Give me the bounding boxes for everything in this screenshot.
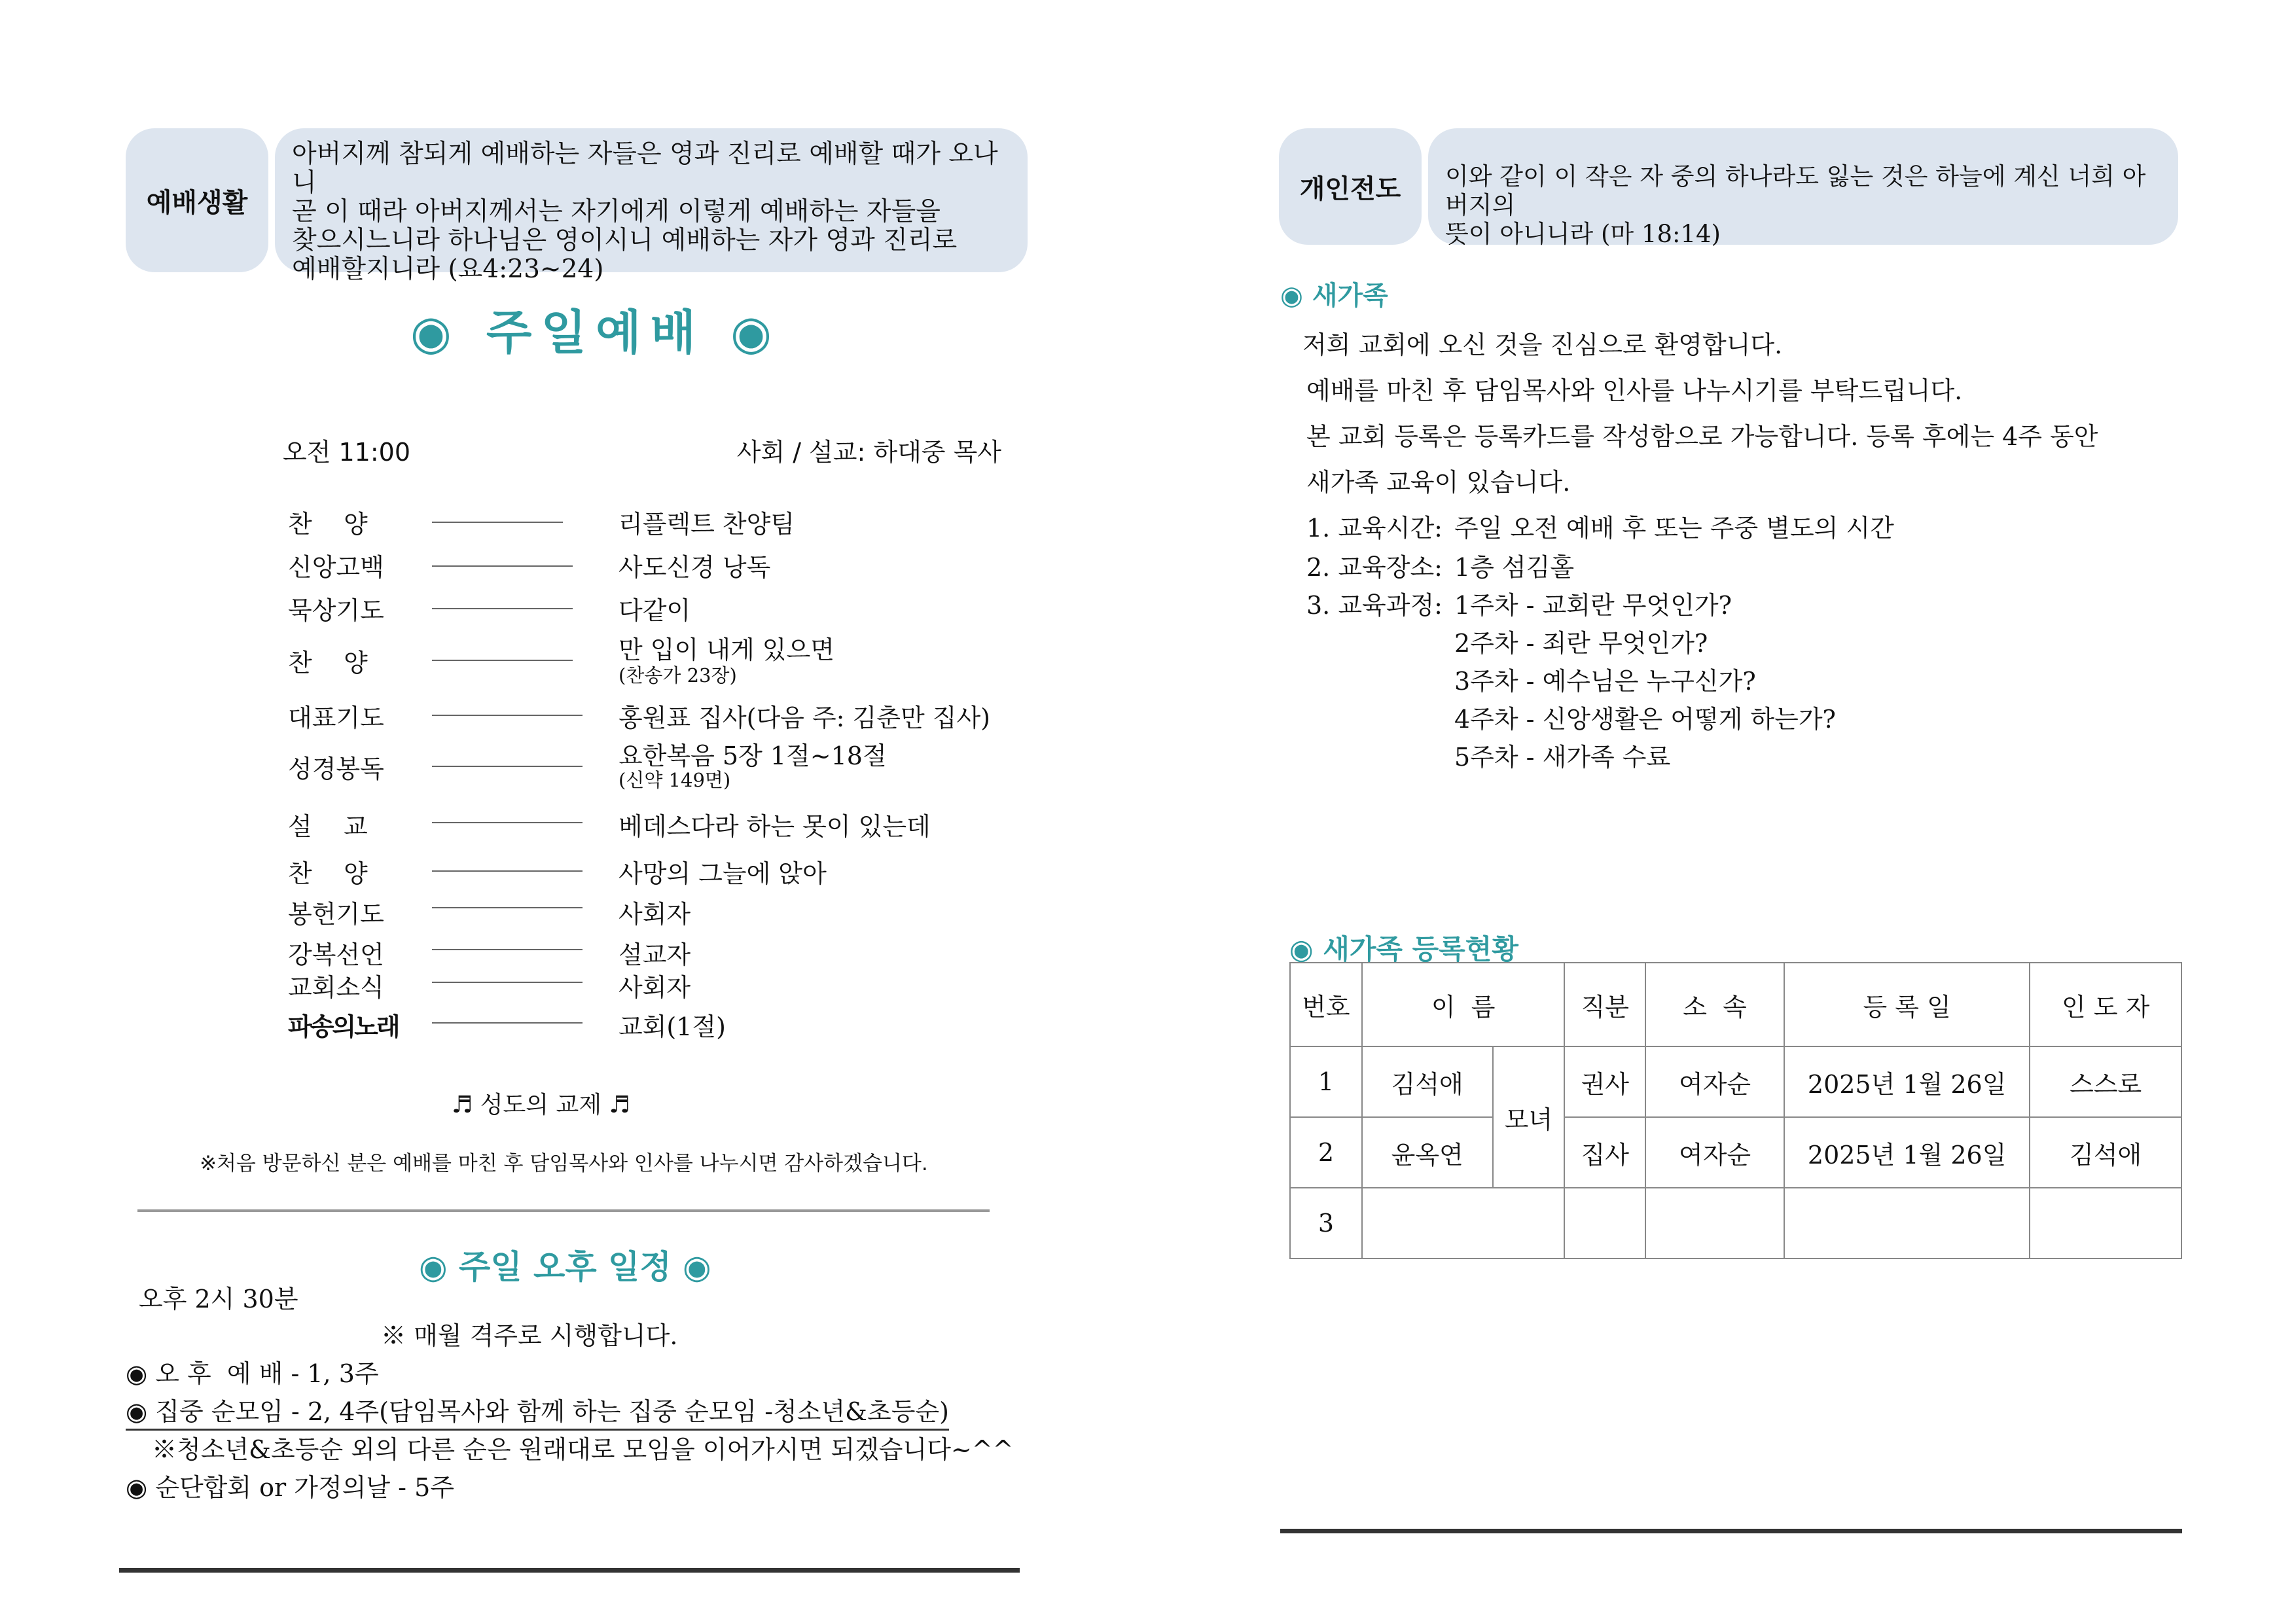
- cell-no: 1: [1290, 1046, 1362, 1117]
- education-label: 1. 교육시간:: [1306, 514, 1443, 543]
- sunday-worship-title: ◉ 주일예배 ◉: [410, 305, 781, 360]
- divider-line: [137, 1209, 990, 1212]
- order-value: 사회자: [619, 973, 691, 1002]
- cell-date: 2025년 1월 26일: [1784, 1117, 2030, 1188]
- afternoon-note: ※ 매월 격주로 시행합니다.: [381, 1321, 678, 1350]
- registration-table: [1289, 962, 2182, 1259]
- order-divider: [432, 1022, 583, 1024]
- order-value: 사망의 그늘에 앉아: [619, 859, 827, 888]
- order-divider: [432, 715, 583, 716]
- evangelism-verse: [1428, 128, 2178, 248]
- order-value: 사도신경 낭독: [619, 553, 771, 582]
- verse-line: 뜻이 아니니라 (마 18:14): [1445, 220, 1721, 248]
- table-row: [1290, 1046, 2181, 1117]
- cell-no: 2: [1290, 1117, 1362, 1188]
- order-value: 홍원표 집사(다음 주: 김춘만 집사): [619, 704, 990, 732]
- order-label: 교회소식: [288, 973, 384, 1002]
- education-value: 주일 오전 예배 후 또는 주중 별도의 시간: [1454, 514, 1894, 543]
- cell-guide: 김석애: [2030, 1117, 2181, 1188]
- order-value: 요한복음 5장 1절~18절: [619, 741, 887, 770]
- cell-no: 3: [1290, 1188, 1362, 1258]
- registration-title: ◉ 새가족 등록현황: [1289, 933, 1518, 965]
- order-divider: [432, 608, 573, 609]
- newfamily-title: ◉ 새가족: [1280, 281, 1388, 311]
- bottom-rule: [1280, 1529, 2182, 1533]
- order-label: 성경봉독: [288, 755, 384, 783]
- worship-life-tag: 예배생활: [126, 128, 268, 272]
- cell-title: 권사: [1564, 1046, 1645, 1117]
- fellowship-label: ♬ 성도의 교제 ♬: [452, 1092, 630, 1118]
- verse-line: 이와 같이 이 작은 자 중의 하나라도 잃는 것은 하늘에 계신 너희 아버지의: [1445, 162, 2146, 219]
- afternoon-item: ◉ 오 후 예 배 - 1, 3주: [126, 1359, 379, 1388]
- course-item: 3주차 - 예수님은 누구신가?: [1454, 667, 1756, 696]
- cell-group: 여자순: [1645, 1046, 1784, 1117]
- order-divider: [432, 982, 583, 983]
- course-item: 4주차 - 신앙생활은 어떻게 하는가?: [1454, 705, 1836, 734]
- course-item: 2주차 - 죄란 무엇인가?: [1454, 629, 1708, 658]
- table-row: [1290, 1188, 2181, 1258]
- order-value: 만 입이 내게 있으면: [619, 635, 834, 664]
- newfamily-paragraph: 저희 교회에 오신 것을 진심으로 환영합니다.: [1302, 330, 1783, 359]
- cell-title: [1564, 1188, 1645, 1258]
- course-item: 5주차 - 새가족 수료: [1454, 743, 1671, 772]
- order-divider: [432, 870, 583, 872]
- worship-leader: 사회 / 설교: 하대중 목사: [736, 438, 1001, 467]
- order-value: 교회(1절): [619, 1012, 726, 1041]
- education-value: 1층 섬김홀: [1454, 553, 1575, 582]
- header-cell: 등 록 일: [1784, 963, 2030, 1046]
- cell-group: 여자순: [1645, 1117, 1784, 1188]
- order-subtext: (찬송가 23장): [619, 664, 737, 687]
- order-label: 묵상기도: [288, 596, 384, 625]
- cell-name: 김석애: [1362, 1046, 1493, 1117]
- verse-line: 아버지께 참되게 예배하는 자들은 영과 진리로 예배할 때가 오나니: [292, 139, 998, 198]
- order-divider: [432, 522, 563, 523]
- order-label: 찬 양: [288, 510, 368, 539]
- order-divider: [432, 949, 583, 950]
- verse-line: 곧 이 때라 아버지께서는 자기에게 이렇게 예배하는 자들을: [292, 197, 941, 226]
- header-cell: 이 름: [1362, 963, 1565, 1046]
- cell-date: 2025년 1월 26일: [1784, 1046, 2030, 1117]
- cell-name: [1362, 1188, 1565, 1258]
- order-divider: [432, 766, 583, 767]
- header-cell: 인 도 자: [2030, 963, 2181, 1046]
- order-divider: [432, 822, 583, 823]
- order-divider: [432, 565, 573, 567]
- cell-group: [1645, 1188, 1784, 1258]
- order-value: 베데스다라 하는 못이 있는데: [619, 812, 931, 841]
- order-subtext: (신약 149면): [619, 769, 731, 791]
- cell-guide: [2030, 1188, 2181, 1258]
- afternoon-item: ◉ 집중 순모임 - 2, 4주(담임목사와 함께 하는 집중 순모임 -청소년&초등순): [126, 1391, 949, 1431]
- cell-name: 윤옥연: [1362, 1117, 1493, 1188]
- afternoon-title: ◉ 주일 오후 일정 ◉: [419, 1248, 711, 1286]
- order-divider: [432, 660, 573, 661]
- order-label: 대표기도: [288, 704, 384, 732]
- newfamily-paragraph: 새가족 교육이 있습니다.: [1306, 468, 1571, 497]
- table-header-row: [1290, 963, 2181, 1046]
- header-cell: 번호: [1290, 963, 1362, 1046]
- order-value: 리플렉트 찬양팀: [619, 510, 795, 539]
- worship-life-verse: [275, 128, 1028, 284]
- newfamily-paragraph: 본 교회 등록은 등록카드를 작성함으로 가능합니다. 등록 후에는 4주 동안: [1306, 422, 2098, 451]
- order-value: 다같이: [619, 596, 691, 625]
- education-label: 3. 교육과정:: [1306, 591, 1443, 620]
- cell-relation: 모녀: [1493, 1046, 1565, 1188]
- order-label: 신앙고백: [288, 553, 384, 582]
- afternoon-item: ※청소년&초등순 외의 다른 순은 원래대로 모임을 이어가시면 되겠습니다~^^: [152, 1435, 1014, 1464]
- verse-line: 찾으시느니라 하나님은 영이시니 예배하는 자가 영과 진리로: [292, 226, 958, 255]
- order-label: 찬 양: [288, 649, 368, 677]
- newfamily-paragraph: 예배를 마친 후 담임목사와 인사를 나누시기를 부탁드립니다.: [1306, 376, 1963, 405]
- afternoon-item: ◉ 순단합회 or 가정의날 - 5주: [126, 1473, 454, 1502]
- header-cell: 직분: [1564, 963, 1645, 1046]
- order-label: 파송의노래: [288, 1012, 399, 1041]
- evangelism-tag: 개인전도: [1279, 128, 1422, 245]
- order-label: 설 교: [288, 812, 368, 841]
- order-value: 사회자: [619, 900, 691, 929]
- education-label: 2. 교육장소:: [1306, 553, 1443, 582]
- afternoon-time: 오후 2시 30분: [139, 1285, 298, 1313]
- cell-title: 집사: [1564, 1117, 1645, 1188]
- order-label: 봉헌기도: [288, 900, 384, 929]
- cell-guide: 스스로: [2030, 1046, 2181, 1117]
- order-label: 찬 양: [288, 859, 368, 888]
- order-divider: [432, 907, 583, 908]
- worship-time: 오전 11:00: [283, 438, 411, 467]
- verse-line: 예배할지니라 (요4:23~24): [292, 255, 604, 284]
- cell-date: [1784, 1188, 2030, 1258]
- order-value: 설교자: [619, 940, 691, 969]
- header-cell: 소 속: [1645, 963, 1784, 1046]
- bottom-rule: [119, 1568, 1020, 1573]
- order-label: 강복선언: [288, 940, 384, 969]
- table-row: [1290, 1117, 2181, 1188]
- visitor-note: ※처음 방문하신 분은 예배를 마친 후 담임목사와 인사를 나누시면 감사하겠습니다.: [200, 1152, 928, 1175]
- education-value: 1주차 - 교회란 무엇인가?: [1454, 591, 1732, 620]
